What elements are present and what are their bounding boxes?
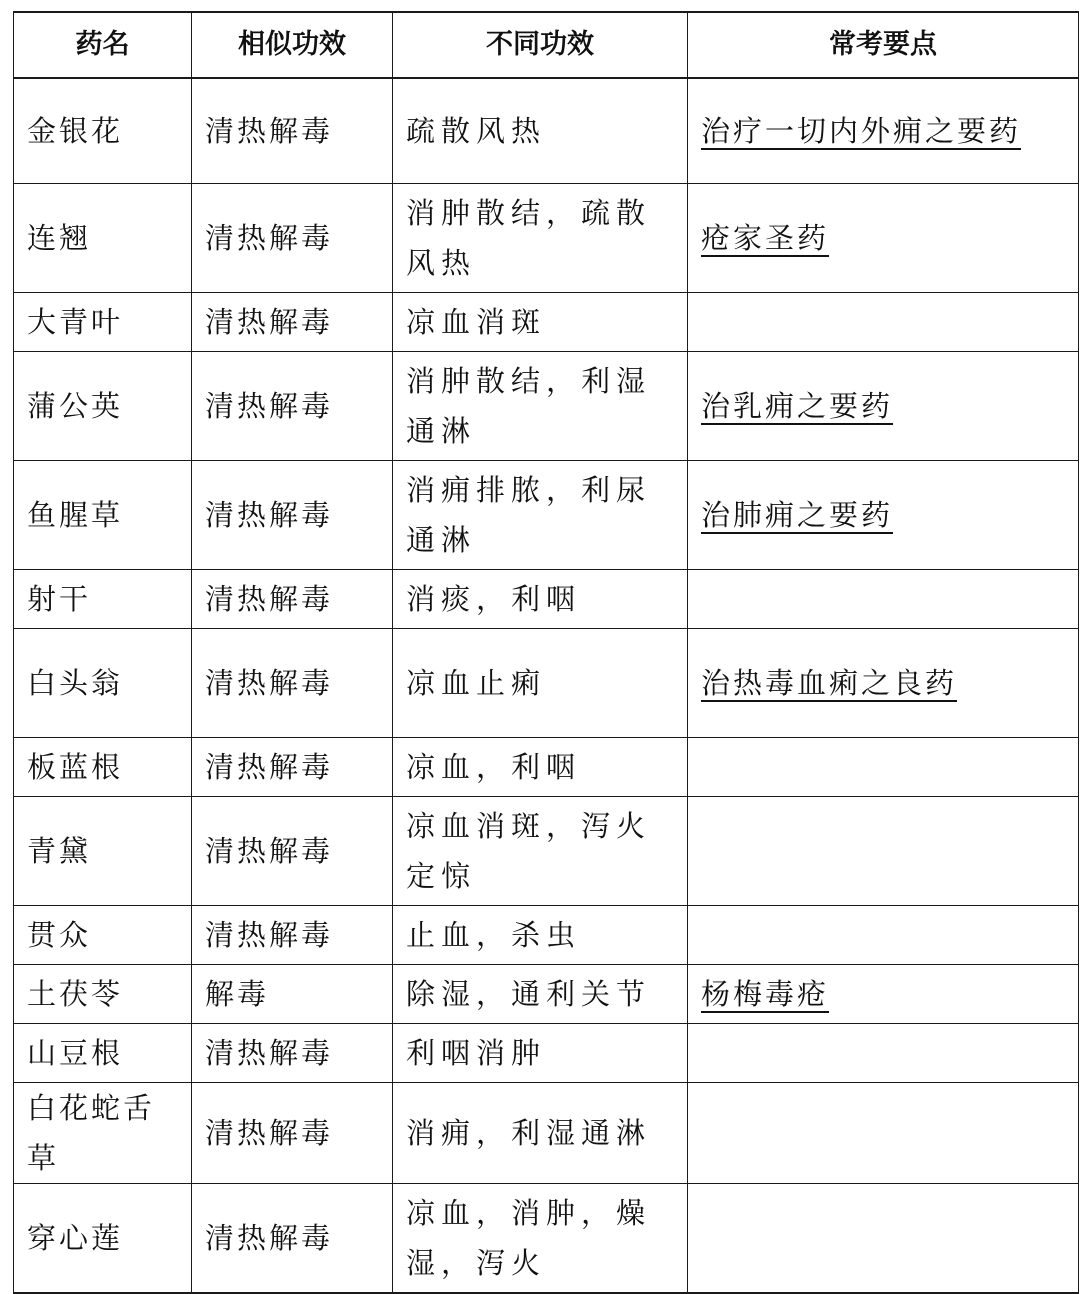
table-row bbox=[14, 629, 1079, 738]
herb-name: 穿心莲 bbox=[14, 1184, 192, 1294]
similar-effect: 清热解毒 bbox=[192, 629, 393, 738]
header-key-points: 常考要点 bbox=[688, 12, 1079, 78]
table-body bbox=[14, 78, 1079, 1293]
different-effect: 消肿散结，疏散风热 bbox=[393, 184, 688, 293]
herb-name: 金银花 bbox=[14, 78, 192, 184]
herb-name: 贯众 bbox=[14, 906, 192, 965]
herb-name: 蒲公英 bbox=[14, 352, 192, 461]
key-point bbox=[688, 906, 1079, 965]
key-point-text: 治疗一切内外痈之要药 bbox=[701, 114, 1022, 148]
table-row bbox=[14, 906, 1079, 965]
herb-name: 射干 bbox=[14, 570, 192, 629]
key-point bbox=[688, 797, 1079, 906]
key-point bbox=[688, 1083, 1079, 1184]
header-name: 药名 bbox=[14, 12, 192, 78]
table-row bbox=[14, 78, 1079, 184]
key-point-text: 治肺痈之要药 bbox=[701, 498, 894, 532]
table-row bbox=[14, 570, 1079, 629]
key-point bbox=[688, 293, 1079, 352]
key-point bbox=[688, 184, 1079, 293]
different-effect: 除湿，通利关节 bbox=[393, 965, 688, 1024]
key-point bbox=[688, 629, 1079, 738]
key-point bbox=[688, 461, 1079, 570]
table-row bbox=[14, 184, 1079, 293]
header-similar: 相似功效 bbox=[192, 12, 393, 78]
key-point-text: 治热毒血痢之良药 bbox=[701, 666, 958, 700]
table-row bbox=[14, 1083, 1079, 1184]
similar-effect: 清热解毒 bbox=[192, 738, 393, 797]
header-different: 不同功效 bbox=[393, 12, 688, 78]
different-effect: 消痈排脓，利尿通淋 bbox=[393, 461, 688, 570]
table-row bbox=[14, 965, 1079, 1024]
herb-name: 连翘 bbox=[14, 184, 192, 293]
table-row bbox=[14, 738, 1079, 797]
table-header bbox=[14, 12, 1079, 78]
similar-effect: 清热解毒 bbox=[192, 1024, 393, 1083]
herb-comparison-table bbox=[13, 11, 1079, 1294]
table-row bbox=[14, 461, 1079, 570]
key-point-text: 疮家圣药 bbox=[701, 221, 830, 255]
similar-effect: 清热解毒 bbox=[192, 570, 393, 629]
similar-effect: 清热解毒 bbox=[192, 293, 393, 352]
key-point bbox=[688, 570, 1079, 629]
table-row bbox=[14, 797, 1079, 906]
different-effect: 凉血，利咽 bbox=[393, 738, 688, 797]
similar-effect: 清热解毒 bbox=[192, 1184, 393, 1294]
herb-name: 大青叶 bbox=[14, 293, 192, 352]
similar-effect: 清热解毒 bbox=[192, 184, 393, 293]
similar-effect: 解毒 bbox=[192, 965, 393, 1024]
key-point bbox=[688, 738, 1079, 797]
different-effect: 止血，杀虫 bbox=[393, 906, 688, 965]
similar-effect: 清热解毒 bbox=[192, 797, 393, 906]
key-point-text: 治乳痈之要药 bbox=[701, 389, 894, 423]
key-point bbox=[688, 1184, 1079, 1294]
herb-name: 板蓝根 bbox=[14, 738, 192, 797]
different-effect: 凉血止痢 bbox=[393, 629, 688, 738]
table-row bbox=[14, 352, 1079, 461]
different-effect: 疏散风热 bbox=[393, 78, 688, 184]
table-row bbox=[14, 293, 1079, 352]
herb-name: 白头翁 bbox=[14, 629, 192, 738]
different-effect: 凉血，消肿，燥湿，泻火 bbox=[393, 1184, 688, 1294]
key-point-text: 杨梅毒疮 bbox=[701, 977, 830, 1011]
table-row bbox=[14, 1024, 1079, 1083]
header-row bbox=[14, 12, 1079, 78]
key-point bbox=[688, 352, 1079, 461]
different-effect: 消痈，利湿通淋 bbox=[393, 1083, 688, 1184]
table-row bbox=[14, 1184, 1079, 1294]
herb-name: 山豆根 bbox=[14, 1024, 192, 1083]
similar-effect: 清热解毒 bbox=[192, 906, 393, 965]
herb-name: 白花蛇舌草 bbox=[14, 1083, 192, 1184]
herb-name: 青黛 bbox=[14, 797, 192, 906]
different-effect: 消肿散结，利湿通淋 bbox=[393, 352, 688, 461]
key-point bbox=[688, 1024, 1079, 1083]
herb-name: 鱼腥草 bbox=[14, 461, 192, 570]
similar-effect: 清热解毒 bbox=[192, 461, 393, 570]
key-point bbox=[688, 78, 1079, 184]
similar-effect: 清热解毒 bbox=[192, 78, 393, 184]
different-effect: 消痰，利咽 bbox=[393, 570, 688, 629]
similar-effect: 清热解毒 bbox=[192, 1083, 393, 1184]
similar-effect: 清热解毒 bbox=[192, 352, 393, 461]
different-effect: 凉血消斑 bbox=[393, 293, 688, 352]
different-effect: 凉血消斑，泻火定惊 bbox=[393, 797, 688, 906]
herb-name: 土茯苓 bbox=[14, 965, 192, 1024]
different-effect: 利咽消肿 bbox=[393, 1024, 688, 1083]
key-point bbox=[688, 965, 1079, 1024]
